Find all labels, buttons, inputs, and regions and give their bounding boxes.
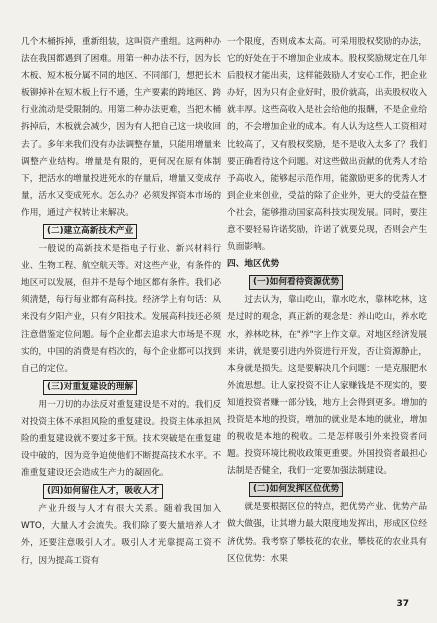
section-heading: (一)如何看待资源优势 [249,275,343,290]
paragraph: 就是要根据区位的特点，把优势产业、优势产品做大做强，让其增力最大限度地发挥出，形成区位经济优势。我考察了攀枝花的农业，攀枝花的农业具有区位优势：水果 [227,502,427,564]
paragraph: 一般说的高新技术是指电子行业、新兴材料行业、生物工程、航空航天等。对这些产业，有条件的地区可以发展，但并不是每个地区都有条件。我们必须清楚，每行每业都有高科技。经济学上有句话：从来没有夕阳产业，只有夕阳技术。发展高科技还必须注意借鉴定位问题。每个企业都去追求大市场是不现实的，中国的消费是有档次的，每个企业都可以找到自己的定位。 [21,244,221,374]
section-heading: (三)对重复建设的理解 [43,380,137,395]
paragraph: 用一刀切的办法反对重复建设是不对的。我们反对投资主体不承担风险的重复建设。投资主体承担风险的重复建设就不要过多干预。技术突破是在重复建设中破的，因为竞争迫使他们不断提高技术水平。不准重复建设还会造成生产力的凝固化。 [21,399,221,479]
page-number: 37 [396,599,409,609]
section-heading: (四)如何留住人才，吸收人才 [43,484,163,499]
paragraph: 产业升级与人才有很大关系。随着我国加入WTO，大量人才会流失。我们除了要大量培养人才外，还要注意吸引人才。吸引人才光靠提高工资不行，因为提高工资有 [21,504,221,566]
left-column [21,34,221,570]
section-heading: (二)如何发挥区位优势 [249,482,343,497]
paragraph: 一个限度，否则成本太高。可采用股权奖励的办法，它的好处在于不增加企业成本。股权奖励规定在几年后股权才能出卖，这样能鼓励人才安心工作，把企业办好，因为只有企业好时，股价就高，出卖股权收入就丰厚。这些高收入是社会给他的报酬，不是企业给的，不会增加企业的成本。有人认为这些人工资相对比较高了，又有股权奖励，是不是收入太多了？我们要正确看待这个问题。对这些做出贡献的优秀人才给予高收入，能够起示范作用，能激励更多的优秀人才到企业来创业，受益的除了企业外，更大的受益在整个社会，能够推动国家高科技实现发展。同时，要注意不要轻易许诺奖励，许诺了就要兑现，否则会产生负面影响。 [227,37,427,253]
paragraph: 几个木桶拆掉，重新组装，这叫资产重组。这两种办法在我国都遇到了困难。用第一种办法不行，因为长木板、短木板分属不同的地区、不同部门，想把长木板铆掉补在短木板上行不通，生产要素的跨地区、跨行业流动是受限制的。用第二种办法更难，当把木桶拆掉后，木板就会减少，因为有人把自己这一块收回去了。多年来我们没有办法调整存量，只能用增量来调整产业结构。增量是有限的，更何况在原有体制下，把活水的增量投进死水的存量后，增量又变成存量，活水又变成死水。怎么办？必须发挥资本市场的作用，通过产权转让来解决。 [21,37,221,218]
section-heading: (二)建立高新技术产业 [43,224,137,239]
right-column [227,34,427,568]
chapter-heading: 四、地区优势 [227,259,280,270]
paragraph: 过去认为，靠山吃山，靠水吃水，靠林吃林，这是过时的观念，真正新的观念是：养山吃山，养水吃水，养林吃林，在"养"字上作文章。对地区经济发展来讲，就是要引进内外资进行开发，否让资源静止，本身就是损失。这是要解决几个问题：一是克服肥水外流思想。让人家投资不让人家赚钱是不现实的，要知道投资者赚一部分钱，地方上会得到更多。增加的投资是本地的投资，增加的就业是本地的就业，增加的税收是本地的税收。二是怎样吸引外来投资者问题。投资环境比税收政策更重要。外国投资者最担心法制是否健全，我们一定要加强法制建设。 [227,295,427,477]
